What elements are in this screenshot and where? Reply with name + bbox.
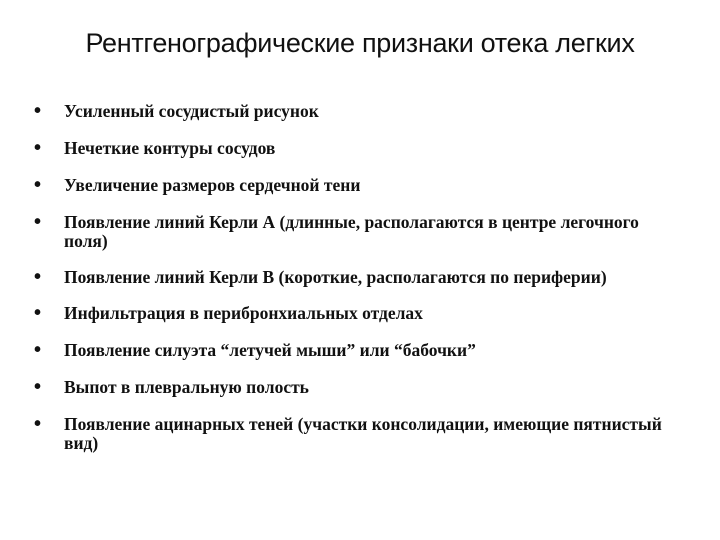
list-item — [34, 268, 674, 287]
list-item-text: Появление линий Керли В (короткие, располагаются по периферии) — [64, 267, 607, 287]
bullet-icon: • — [34, 137, 42, 159]
list-item — [34, 102, 674, 121]
bullet-icon: • — [34, 211, 42, 233]
list-item — [34, 304, 674, 323]
list-item — [34, 378, 674, 397]
bullet-icon: • — [34, 413, 42, 435]
list-item — [34, 139, 674, 158]
bullet-list — [34, 102, 674, 470]
list-item — [34, 341, 674, 360]
bullet-icon: • — [34, 302, 42, 324]
list-item — [34, 213, 674, 251]
bullet-icon: • — [34, 339, 42, 361]
list-item-text: Инфильтрация в перибронхиальных отделах — [64, 303, 423, 323]
bullet-icon: • — [34, 376, 42, 398]
bullet-icon: • — [34, 266, 42, 288]
list-item-text: Появление ацинарных теней (участки консолидации, имеющие пятнистый вид) — [64, 414, 662, 453]
list-item-text: Выпот в плевральную полость — [64, 377, 309, 397]
list-item — [34, 176, 674, 195]
bullet-icon: • — [34, 100, 42, 122]
slide-title: Рентгенографические признаки отека легких — [85, 28, 635, 58]
bullet-icon: • — [34, 174, 42, 196]
list-item-text: Появление линий Керли А (длинные, располагаются в центре легочного поля) — [64, 212, 639, 251]
list-item-text: Появление силуэта “летучей мыши” или “бабочки” — [64, 340, 476, 360]
list-item — [34, 415, 674, 453]
list-item-text: Увеличение размеров сердечной тени — [64, 175, 361, 195]
list-item-text: Нечеткие контуры сосудов — [64, 138, 276, 158]
list-item-text: Усиленный сосудистый рисунок — [64, 101, 319, 121]
